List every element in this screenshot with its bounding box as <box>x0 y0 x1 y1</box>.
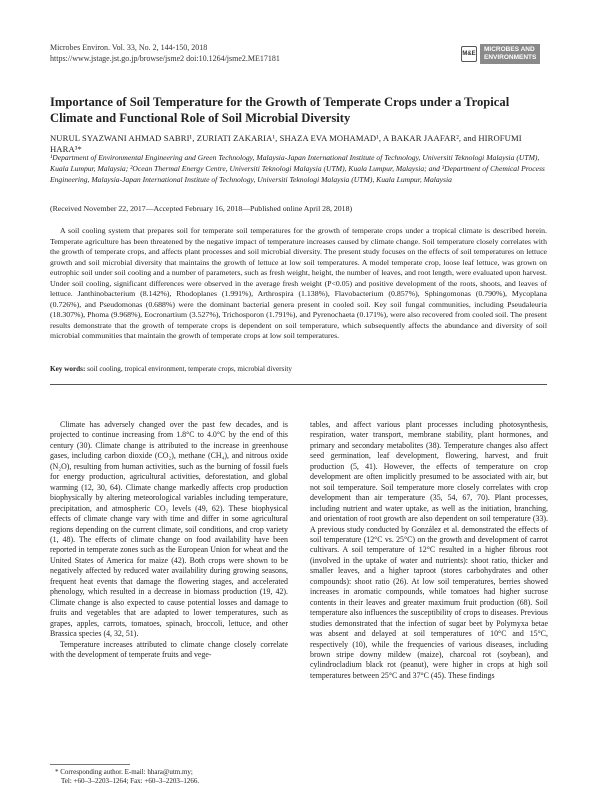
journal-url-doi: https://www.jstage.jst.go.jp/browse/jsme2 doi:10.1264/jsme2.ME17181 <box>50 54 280 63</box>
logo-text-line2: ENVIRONMENTS <box>484 54 537 61</box>
body-column-right <box>310 420 548 681</box>
received-dates: (Received November 22, 2017—Accepted February 16, 2018—Published online April 28, 2018) <box>50 204 353 213</box>
affiliations: ¹Department of Environmental Engineering and Green Technology, Malaysia-Japan International Institute of Technology, Universiti Teknologi Malaysia (UTM), Kuala Lumpur, Malaysia; ²Ocean Thermal Energy Centre, Universiti Teknologi Malaysia (UTM), Kuala Lumpur, Malaysia; and ³Department of Chemical Process Engineering, Malaysia-Japan International Institute of Technology, Universiti Teknologi Malaysia (UTM), Kuala Lumpur, Malaysia <box>50 153 545 184</box>
abstract-text: A soil cooling system that prepares soil for temperate soil temperatures for the growth of temperate crops under a tropical climate is described herein. Temperate agriculture has been threatened by the negative impact of temperature increases caused by climate change. Soil temperature closely correlates with the growth of temperate crops, and affects plant processes and soil microbial diversity. The present study focuses on the effects of soil temperatures on lettuce growth and soil microbial diversity that maintains the growth of lettuce at low soil temperatures. A model temperate crop, loose leaf lettuce, was grown on eutrophic soil under soil cooling and a number of parameters, such as fresh weight, height, the number of leaves, and root length, were evaluated upon harvest. Under soil cooling, significant differences were observed in the average fresh weight (P<0.05) and positive development of the roots, shoots, and leaves of lettuce. Janthinobacterium (8.142%), Rhodoplanes (1.991%), Arthrospira (1.138%), Flavobacterium (0.857%), Sphingomonas (0.790%), Mycoplana (0.726%), and Pseudomonas (0.688%) were the dominant bacterial genera present in cooled soil. Key soil fungal communities, including Pseudaleuria (18.307%), Phoma (9.968%), Eocronartium (3.527%), Trichosporon (1.791%), and Pyrenochaeta (0.171%), were also recovered from cooled soil. The present results demonstrate that the growth of temperate crops is dependent on soil temperature, which subsequently affects the abundance and diversity of soil microbial communities that maintain the growth of temperate crops at low soil temperatures. <box>50 226 547 340</box>
keywords <box>50 364 550 374</box>
journal-logo-text <box>480 44 540 64</box>
journal-logo <box>461 42 551 66</box>
abstract <box>50 226 547 342</box>
footnote-divider <box>50 764 130 765</box>
journal-header <box>50 42 280 64</box>
footnote-email: * Corresponding author. E-mail: hhara@utm.my; <box>55 768 193 776</box>
section-divider <box>50 384 547 385</box>
keywords-text: soil cooling, tropical environment, temperate crops, microbial diversity <box>87 365 292 373</box>
journal-citation: Microbes Environ. Vol. 33, No. 2, 144-150, 2018 <box>50 43 208 52</box>
footnote-phone: Tel: +60–3–2203–1264; Fax: +60–3–2203–1266. <box>61 777 200 785</box>
keywords-label: Key words: <box>50 365 86 373</box>
body-paragraph: Climate has adversely changed over the past few decades, and is projected to continue increasing from 1.8°C to 4.0°C by the end of this century (30). Climate change is attributed to the increase in greenhouse gases, including carbon dioxide (CO₂), methane (CH₄), and nitrous oxide (N₂O), resulting from human activities, such as the burning of fossil fuels for energy production, agricultural activities, deforestation, and global warming (12, 30, 64). Climate change markedly affects crop production biophysically by altering meteorological variables including temperature, precipitation, and atmospheric CO₂ levels (49, 62). These biophysical effects of climate change vary with time and differ in some agricultural regions depending on the current climate, soil conditions, and crop variety (1, 48). The effects of climate change on food availability have been reported in temperate zones such as the European Union for wheat and the United States of America for maize (42). Both crops were shown to be negatively affected by reduced water availability during growing seasons, frequent heat events that damage the flowering stages, and accelerated phenology, which resulted in a decrease in biomass production (19, 42). Climate change is also expected to cause potential losses and damage to fruits and vegetables that are adapted to lower temperatures, such as grapes, apples, carrots, tomatoes, spinach, broccoli, lettuce, and other Brassica species (4, 32, 51). <box>50 420 288 639</box>
corresponding-author-footnote <box>55 768 295 786</box>
body-paragraph: Temperature increases attributed to climate change closely correlate with the development of temperate fruits and vege- <box>50 639 288 659</box>
journal-logo-mark: M&E <box>461 46 477 62</box>
author-list: NURUL SYAZWANI AHMAD SABRI¹, ZURIATI ZAKARIA¹, SHAZA EVA MOHAMAD¹, A BAKAR JAAFAR², and HIROFUMI HARA³* <box>50 133 522 154</box>
body-column-left <box>50 420 288 660</box>
article-title: Importance of Soil Temperature for the Growth of Temperate Crops under a Tropical Climate and Functional Role of Soil Microbial Diversity <box>50 95 510 125</box>
body-paragraph: tables, and affect various plant processes including photosynthesis, respiration, water transport, membrane stability, plant hormones, and primary and secondary metabolites (38). Temperature changes also affect seed germination, leaf development, flowering, harvest, and fruit production (5, 41). However, the effects of temperature on crop development are often implicitly presumed to be associated with air, but not soil temperature. Soil temperature more closely correlates with crop development than air temperature (35, 54, 67, 70). Plant processes, including nutrient and water uptake, as well as the initiation, branching, and orientation of root growth are also dependent on soil temperature (33). A previous study conducted by González et al. demonstrated the effects of soil temperature (12°C vs. 25°C) on the growth and development of carrot cultivars. A soil temperature of 12°C resulted in a higher fibrous root (involved in the uptake of water and nutrients): shoot ratio, thicker and smaller leaves, and a higher taproot (stores carbohydrates and other compounds): shoot ratio (26). At low soil temperatures, berries showed increases in aromatic compounds, while tomatoes had higher sucrose contents in their leaves and greater maximum fruit production (68). Soil temperature also influences the susceptibility of crops to diseases. Previous studies demonstrated that the infection of sugar beet by Polymyxa betae was absent and delayed at soil temperatures of 10°C and 15°C, respectively (10), while the frequencies of various diseases, including brown stripe downy mildew (maize), charcoal rot (soybean), and cylindrocladium black rot (peanut), were higher in crops at high soil temperatures between 25°C and 37°C (45). These findings <box>310 420 548 680</box>
logo-text-line1: MICROBES AND <box>484 46 535 53</box>
